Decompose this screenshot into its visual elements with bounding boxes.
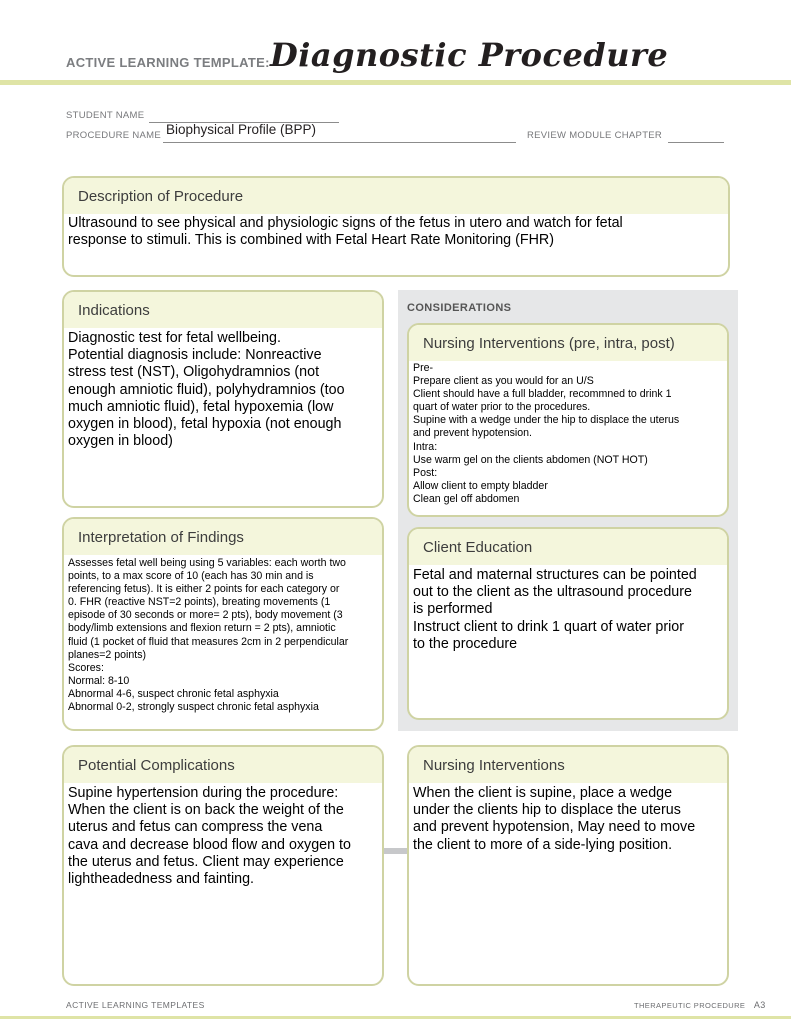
nursing-pre-intra-post-title: Nursing Interventions (pre, intra, post) bbox=[423, 335, 675, 352]
client-education-text[interactable]: Fetal and maternal structures can be pointed out to the client as the ultrasound procedure is performed Instruct client to drink 1 quart of water prior to the procedure bbox=[413, 567, 697, 652]
client-education-box bbox=[407, 527, 729, 720]
footer-procedure: THERAPEUTIC PROCEDURE bbox=[634, 1001, 746, 1010]
description-title: Description of Procedure bbox=[78, 188, 244, 205]
complications-text[interactable]: Supine hypertension during the procedure: When the client is on back the weight of the uterus and fetus can compress the vena cava and decrease blood flow and oxygen to the uterus and fetus. Client may experience lightheadedness and fainting. bbox=[68, 785, 351, 888]
complications-box bbox=[62, 745, 384, 986]
indications-box bbox=[62, 290, 384, 508]
page-title: Diagnostic Procedure bbox=[270, 36, 669, 74]
indications-title: Indications bbox=[78, 302, 150, 319]
description-text[interactable]: Ultrasound to see physical and physiologic signs of the fetus in utero and watch for fetal response to stimuli. This is combined with Fetal Heart Rate Monitoring (FHR) bbox=[68, 215, 623, 249]
client-education-title: Client Education bbox=[423, 539, 533, 556]
indications-text[interactable]: Diagnostic test for fetal wellbeing. Potential diagnosis include: Nonreactive stress test (NST), Oligohydramnios (not enough amniotic fluid), polyhydramnios (too much amniotic fluid), fetal hypoxemia (low oxygen in blood), fetal hypoxia (not enough oxygen in blood) bbox=[68, 330, 345, 450]
considerations-label: CONSIDERATIONS bbox=[407, 302, 512, 314]
review-module-field[interactable] bbox=[668, 132, 724, 143]
interpretation-title: Interpretation of Findings bbox=[78, 529, 244, 546]
procedure-name-label: PROCEDURE NAME bbox=[66, 130, 161, 141]
footer-rule bbox=[0, 1016, 791, 1019]
nursing-pre-intra-post-text[interactable]: Pre- Prepare client as you would for an U/S Client should have a full bladder, recommned to drink 1 quart of water prior to the procedures. Supine with a wedge under the hip to displace the uterus and prevent hypotension. Intra: Use warm gel on the clients abdomen (NOT HOT) Post: Allow client to empty bladder Clean gel off abdomen bbox=[413, 362, 680, 505]
nursing-interventions-box bbox=[407, 745, 729, 986]
procedure-name-value: Biophysical Profile (BPP) bbox=[166, 122, 317, 137]
connector bbox=[384, 848, 408, 854]
interpretation-text[interactable]: Assesses fetal well being using 5 variables: each worth two points, to a max score of 10 (each has 30 min and is referencing fetus). It is either 2 points for each category or 0. FHR (reactive NST=2 points), breating movements (1 episode of 30 seconds or more= 2 pts), body movement (3 body/limb extensions and flexion return = 2 pts), amniotic fluid (1 pocket of fluid that measures 2cm in 2 perpendicular planes=2 points) Scores: Normal: 8-10 Abnormal 4-6, suspect chronic fetal asphyxia Abnormal 0-2, strongly suspect chronic fetal asphyxia bbox=[68, 557, 349, 714]
footer-right bbox=[634, 1000, 766, 1010]
nursing-interventions-title: Nursing Interventions bbox=[423, 757, 565, 774]
complications-title: Potential Complications bbox=[78, 757, 235, 774]
footer-page: A3 bbox=[753, 1000, 766, 1010]
interpretation-box bbox=[62, 517, 384, 731]
header-rule bbox=[0, 80, 791, 85]
description-box bbox=[62, 176, 730, 277]
student-name-label: STUDENT NAME bbox=[66, 110, 145, 121]
nursing-pre-intra-post-box bbox=[407, 323, 729, 517]
template-label: ACTIVE LEARNING TEMPLATE: bbox=[66, 55, 270, 70]
review-module-label: REVIEW MODULE CHAPTER bbox=[527, 130, 663, 141]
nursing-interventions-text[interactable]: When the client is supine, place a wedge under the clients hip to displace the uterus and prevent hypotension, May need to move the client to more of a side-lying position. bbox=[413, 785, 696, 853]
footer-left: ACTIVE LEARNING TEMPLATES bbox=[66, 1000, 205, 1010]
